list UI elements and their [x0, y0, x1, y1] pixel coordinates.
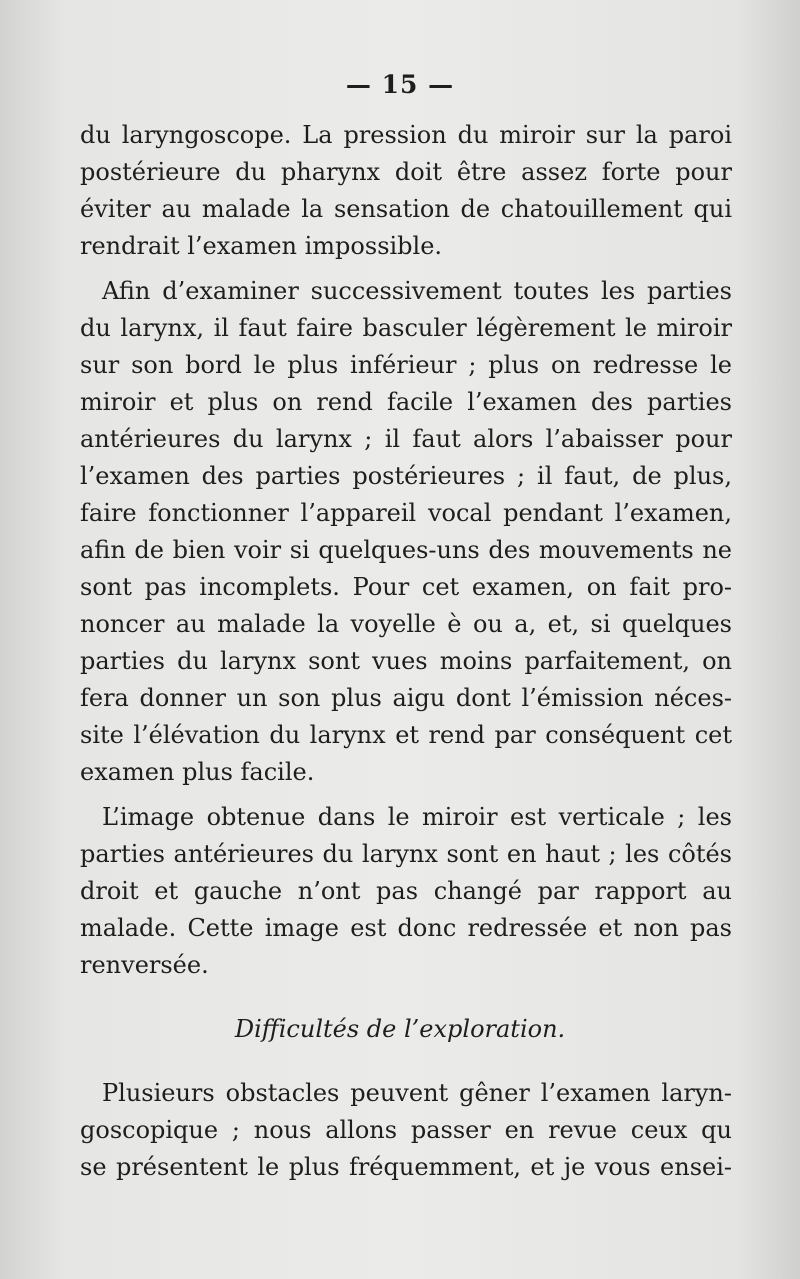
text-line: se présentent le plus fréquemment, et je vous ensei-: [80, 1153, 732, 1181]
text-line: miroir et plus on rend facile l’examen des parties: [80, 388, 732, 416]
text-line: renversée.: [80, 951, 209, 979]
text-line: parties du larynx sont vues moins parfaitement, on: [80, 647, 732, 675]
text-line: Afin d’examiner successivement toutes les parties: [102, 277, 732, 305]
text-line: sont pas incomplets. Pour cet examen, on fait pro-: [80, 573, 732, 601]
text-line: l’examen des parties postérieures ; il faut, de plus,: [80, 462, 732, 490]
text-line: examen plus facile.: [80, 758, 315, 786]
text-line: droit et gauche n’ont pas changé par rapport au: [80, 877, 732, 905]
text-line: postérieure du pharynx doit être assez forte pour: [80, 158, 732, 186]
text-line: antérieures du larynx ; il faut alors l’abaisser pour: [80, 425, 732, 453]
text-line: site l’élévation du larynx et rend par conséquent cet: [80, 721, 732, 749]
text-line: parties antérieures du larynx sont en haut ; les côtés: [80, 840, 732, 868]
text-line: rendrait l’examen impossible.: [80, 232, 443, 260]
text-line: L’image obtenue dans le miroir est verticale ; les: [102, 803, 732, 831]
text-line: éviter au malade la sensation de chatouillement qui: [80, 195, 732, 223]
page-number: — 15 —: [345, 70, 455, 99]
text-line: du larynx, il faut faire basculer légèrement le miroir: [80, 314, 732, 342]
text-line: malade. Cette image est donc redressée et non pas: [80, 914, 732, 942]
text-line: noncer au malade la voyelle è ou a, et, si quelques: [80, 610, 732, 638]
text-line: fera donner un son plus aigu dont l’émission néces-: [80, 684, 732, 712]
text-line: goscopique ; nous allons passer en revue ceux qu: [80, 1116, 732, 1144]
text-line: du laryngoscope. La pression du miroir sur la paroi: [80, 121, 732, 149]
text-line: sur son bord le plus inférieur ; plus on redresse le: [80, 351, 732, 379]
text-line: Plusieurs obstacles peuvent gêner l’examen laryn-: [102, 1079, 732, 1107]
text-line: afin de bien voir si quelques-uns des mouvements ne: [80, 536, 732, 564]
section-heading: Difficultés de l’exploration.: [234, 1015, 566, 1043]
text-line: faire fonctionner l’appareil vocal pendant l’examen,: [80, 499, 732, 527]
